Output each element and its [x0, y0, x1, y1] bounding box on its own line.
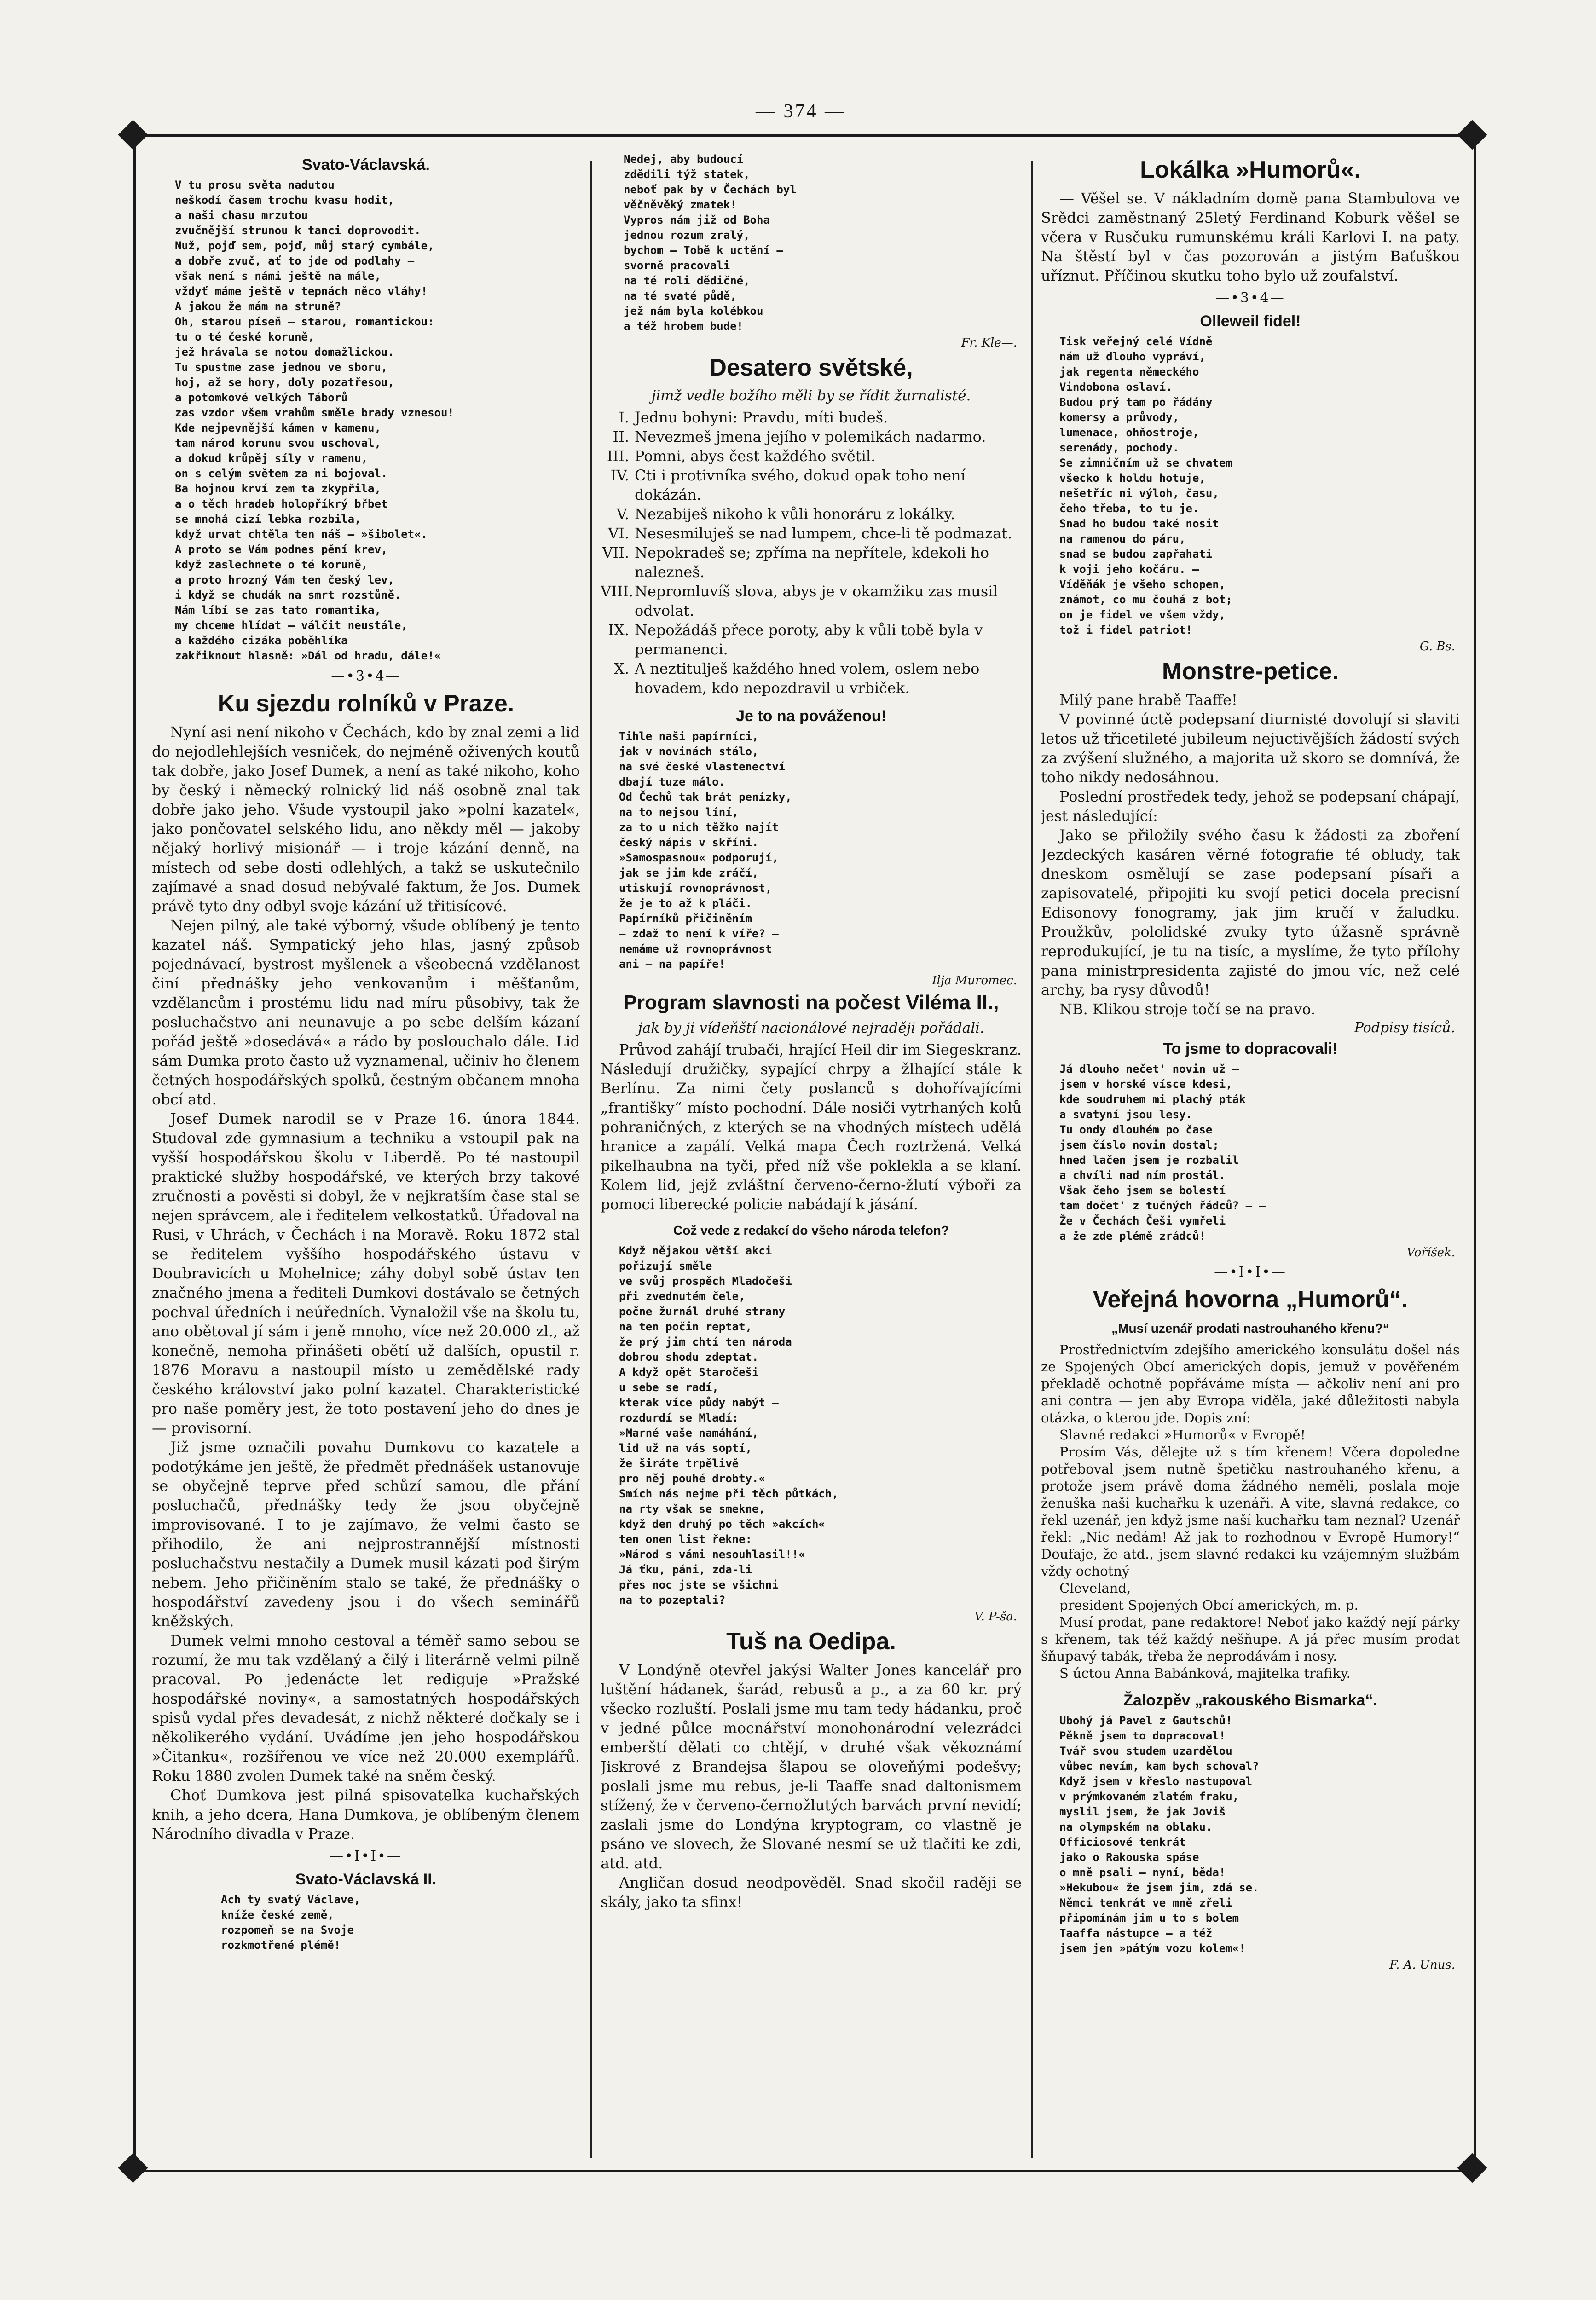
poem-line: zakřiknout hlasně: »Dál od hradu, dále!« — [175, 649, 441, 662]
ornament: —•3•4— — [1215, 290, 1285, 306]
poem-line: ten onen list řekne: — [619, 1533, 752, 1546]
article-body — [601, 1660, 1022, 1912]
column-divider — [590, 161, 592, 2158]
paragraph: Musí prodat, pane redaktore! Neboť jako každý nejí párky s křenem, tak též každý nešňupe. A já přec musím prodat šňupavý tabák, třeba že neprodávám i nosy. — [1041, 1614, 1460, 1664]
poem-line: Já ťku, páni, zda-li — [619, 1563, 752, 1576]
poem-line: jak regenta německého — [1059, 365, 1199, 378]
poem-line: Budou prý tam po řádány — [1059, 396, 1213, 409]
poem-line: a též hrobem bude! — [624, 320, 744, 333]
column-3 — [1041, 152, 1460, 2154]
poem-line: Tisk veřejný celé Vídně — [1059, 335, 1213, 348]
poem-line: na té roli dědičné, — [624, 274, 750, 287]
poem-line: Kde nejpevnější kámen v kamenu, — [175, 422, 381, 434]
poem-line: zvučnější strunou k tanci doprovodit. — [175, 224, 421, 237]
poem-line: Nuž, pojď sem, pojď, můj starý cymbále, — [175, 239, 434, 252]
poem-line: rozpomeň se na Svoje — [221, 1924, 354, 1936]
decalogue-item — [601, 620, 1022, 659]
paragraph: Již jsme označili povahu Dumkovu co kazatele a podotýkáme jen ještě, že předmět přednášek ustanovuje se obyčejně teprve před schůzí samou, dle přání posluchačů, přednášky tedy že jsou obyčejně improvisované. I to je zajímavo, že velmi často se přihodilo, že ani nejprostrannější místnosti posluchačstvu nestačily a Dumek musil kázati pod širým nebem. Jeho přičiněním stalo se také, že přednášky o hospodářství zavedeny jsou i do všech seminářů kněžských. — [152, 1439, 580, 1630]
poem-line: Se zimničním už se chvatem — [1059, 457, 1232, 469]
paragraph: NB. Klikou stroje točí se na pravo. — [1059, 1000, 1316, 1018]
decalogue-item — [601, 543, 1022, 582]
poem-line: hoj, až se hory, doly pozatřesou, — [175, 376, 394, 389]
signature: V. P-ša. — [974, 1610, 1017, 1624]
poem-line: neškodí časem trochu kvasu hodit, — [175, 194, 394, 207]
poem-line: Že v Čechách Češi vymřeli — [1059, 1214, 1226, 1227]
item-number: III. — [607, 447, 629, 465]
poem-line: hned lačen jsem je rozbalil — [1059, 1154, 1239, 1167]
poem-body — [221, 1892, 580, 1953]
poem-line: přes noc jste se všichni — [619, 1578, 779, 1591]
poem-title: Svato-Václavská. — [302, 156, 430, 173]
poem-line: věčněvěký zmatek! — [624, 198, 737, 211]
poem-line: pořizují směle — [619, 1260, 712, 1272]
poem-line: kterak více půdy nabýt — — [619, 1396, 779, 1409]
poem-body — [1059, 1062, 1460, 1244]
poem-line: Tvář svou studem uzardělou — [1059, 1745, 1232, 1757]
item-number: VII. — [602, 544, 629, 561]
item-number: V. — [616, 505, 629, 523]
paragraph: Slavné redakci »Humorů« v Evropě! — [1059, 1427, 1306, 1443]
poem-line: Papírníků přičiněním — [619, 912, 752, 925]
poem-line: svorně pracovali — [624, 259, 730, 272]
poem-line: rozkmotřené plémě! — [221, 1939, 341, 1952]
article-body — [1041, 189, 1460, 285]
poem-line: Vindobona oslaví. — [1059, 381, 1173, 393]
poem-line: počne žurnál druhé strany — [619, 1305, 786, 1318]
poem-line: kde soudruhem mi plachý pták — [1059, 1093, 1246, 1106]
poem-line: »Samospasnou« podporují, — [619, 851, 779, 864]
paragraph: Poslední prostředek tedy, jehož se podepsaní chápají, jest následující: — [1041, 788, 1460, 825]
item-text: Nevezmeš jmena jejího v polemikách nadarmo. — [635, 428, 986, 445]
poem-line: na ten počin reptat, — [619, 1320, 752, 1333]
poem-line: když den druhý po těch »akcích« — [619, 1518, 825, 1531]
poem-line: na to nejsou líní, — [619, 806, 739, 819]
paragraph: Průvod zahájí trubači, hrající Heil dir im Siegeskranz. Následují družičky, sypající chrpy a žlhající stále k Berlínu. Za nimi čety poslanců s dohořívajícími „františky“ místo pochodní. Dále nosiči vytrhaných kolů pohraničných, z kterých se na vhodných místech udělá hranice a zapálí. Velká mapa Čech roztržená. Velká pikelhaubna na tyči, před níž vše poklekla a se klaní. Kolem lid, jejž zvláštní červeno-černo-žlutí výboři za pomoci liberecké policie nabádají k jásání. — [601, 1041, 1022, 1213]
poem-line: tož i fidel patriot! — [1059, 624, 1192, 636]
poem-line: i když se chudák na smrt rozstůně. — [175, 589, 401, 601]
poem-line: připomínám jim u to s bolem — [1059, 1912, 1239, 1924]
poem-line: a potomkové velkých Táborů — [175, 391, 348, 404]
poem-line: lumenace, ohňostroje, — [1059, 426, 1199, 439]
poem-line: a každého cizáka poběhlíka — [175, 634, 348, 647]
paragraph: president Spojených Obcí amerických, m. p. — [1059, 1597, 1359, 1613]
program-subtitle: jak by ji vídeňští nacionálové nejraději pořádali. — [638, 1020, 984, 1036]
poem-line: dbají tuze málo. — [619, 775, 726, 788]
poem-body — [1059, 334, 1460, 638]
poem-line: na to pozeptali? — [619, 1594, 726, 1607]
article-body — [1041, 1341, 1460, 1682]
signature: Fr. Kle—. — [961, 336, 1017, 350]
poem-title: Svato-Václavská II. — [295, 1871, 437, 1888]
poem-line: »Národ s vámi nesouhlasil!!« — [619, 1548, 805, 1561]
ornament: —•3•4— — [331, 668, 401, 684]
article-title: Tuš na Oedipa. — [726, 1628, 896, 1655]
decalogue-list — [601, 408, 1022, 698]
poem-line: myslil jsem, že jak Joviš — [1059, 1805, 1226, 1818]
poem-line: rozdurdí se Mladí: — [619, 1411, 739, 1424]
poem-line: jež hrávala se notou domažlickou. — [175, 346, 394, 358]
poem-line: jednou rozum zralý, — [624, 229, 750, 242]
poem-line: že širáte trpělivě — [619, 1457, 739, 1470]
poem-line: V tu prosu světa nadutou — [175, 179, 335, 191]
item-text: Nepromluvíš slova, abys je v okamžiku zas musil odvolat. — [635, 583, 998, 619]
poem-line: pro něj pouhé drobty.« — [619, 1472, 765, 1485]
poem-line: nemáme už rovnoprávnost — [619, 942, 772, 955]
ornament: —•I•I•— — [1214, 1264, 1287, 1280]
paragraph: S úctou Anna Babánková, majitelka trafiky. — [1059, 1665, 1351, 1681]
poem-line: jsem číslo novin dostal; — [1059, 1138, 1219, 1151]
poem-line: Já dlouho nečet' novin už — — [1059, 1063, 1239, 1075]
poem-line: neboť pak by v Čechách byl — [624, 183, 797, 196]
poem-line: ve svůj prospěch Mladočeši — [619, 1275, 792, 1288]
decalogue-item — [601, 427, 1022, 446]
decalogue-item — [601, 466, 1022, 504]
poem-title: Olleweil fidel! — [1200, 312, 1301, 330]
item-number: I. — [619, 409, 629, 426]
poem-line: na své české vlastenectví — [619, 760, 786, 773]
item-text: Jednu bohyni: Pravdu, míti budeš. — [635, 409, 888, 426]
poem-line: bychom — Tobě k uctění — — [624, 244, 783, 257]
signature: Podpisy tisíců. — [1354, 1020, 1455, 1036]
poem-body — [619, 1243, 1022, 1608]
poem-line: na té svaté půdě, — [624, 289, 737, 302]
poem-line: on s celým světem za ni bojoval. — [175, 467, 388, 480]
article-body — [1041, 690, 1460, 1019]
poem-line: Tu ondy dlouhém po čase — [1059, 1123, 1213, 1136]
decalogue-item — [601, 408, 1022, 427]
poem-line: známot, co mu čouhá z bot; — [1059, 593, 1232, 606]
poem-line: a dokud krůpěj síly v ramenu, — [175, 452, 368, 465]
item-text: Nesesmiluješ se nad lumpem, chce-li tě podmazat. — [635, 525, 1012, 542]
poem-line: a o těch hradeb holopříkrý břbet — [175, 497, 388, 510]
poem-continuation — [624, 152, 1022, 334]
decalogue-item — [601, 504, 1022, 524]
poem-line: k voji jeho kočáru. — — [1059, 563, 1199, 576]
item-number: IV. — [610, 467, 629, 484]
poem-line: jak v novinách stálo, — [619, 745, 759, 758]
signature: Ilja Muromec. — [932, 974, 1017, 988]
poem-line: Ubohý já Pavel z Gautschů! — [1059, 1714, 1232, 1727]
paragraph: Prostřednictvím zdejšího amerického konsulátu došel nás ze Spojených Obcí amerických dopis, jemuž v pověřeném překladě ochotně popřáváme místa — ačkoliv není ani pro ani contra — jen aby Evropa viděla, jaké důležitosti nabyla otázka, o kterou jde. Dopis zní: — [1041, 1342, 1460, 1426]
decalogue-title: Desatero světské, — [709, 354, 913, 381]
poem-line: Ach ty svatý Václave, — [221, 1893, 361, 1906]
program-body — [601, 1040, 1022, 1214]
poem-line: my chceme hlídat — válčit neustále, — [175, 619, 408, 632]
poem-line: český nápis v skříni. — [619, 836, 759, 849]
item-text: Cti i protivníka svého, dokud opak toho není dokázán. — [635, 467, 966, 503]
item-text: Nepokradeš se; zpříma na nepřítele, kdekoli ho nalezneš. — [635, 544, 989, 581]
paragraph: — Věšel se. V nákladním domě pana Stambulova ve Srědci zaměstnaný 25letý Ferdinand Koburk věšel se včera v Rusčuku rumunskému králi Karlovi I. na paty. Na štěstí byl v čas pozorován a jistým Baťuškou uříznut. Příčinou skutku toho bylo už zoufalství. — [1041, 190, 1460, 284]
poem-line: utiskují rovnoprávnost, — [619, 882, 772, 895]
poem-line: jak se jim kde zráčí, — [619, 867, 759, 879]
item-number: X. — [614, 660, 629, 677]
paragraph: Choť Dumkova jest pilná spisovatelka kuchařských knih, a jeho dcera, Hana Dumkova, je oblíbeným členem Národního divadla v Praze. — [152, 1786, 580, 1843]
poem-line: Smích nás nejme při těch půtkách, — [619, 1487, 838, 1500]
item-number: IX. — [608, 621, 629, 639]
poem-line: tam dočet' z tučných řádců? — — — [1059, 1199, 1266, 1212]
poem-line: A jakou že mám na struně? — [175, 300, 341, 313]
poem-title: Žalozpěv „rakouského Bismarka“. — [1123, 1692, 1377, 1709]
article-subtitle: „Musí uzenář prodati nastrouhaného křenu?“ — [1111, 1321, 1389, 1335]
program-title: Program slavnosti na počest Viléma II., — [623, 991, 999, 1014]
poem-line: a že zde plémě zrádců! — [1059, 1230, 1206, 1242]
poem-title: Je to na pováženou! — [736, 707, 886, 725]
poem-line: však není s námi ještě na mále, — [175, 270, 381, 283]
paragraph: Prosím Vás, dělejte už s tím křenem! Včera dopoledne potřeboval jsem nutně špetičku nastrouhaného křenu, a protože jsem právě doma žádného neměli, poslala moje ženuška naši kuchařku k uzenáři. A vite, slavná redakce, co řekl uzenář, jen když jsme naší kuchařku tam neznal? Uzenář řekl: „Nic nedám! Až jak to rozhodnou v Evropě Humory!“ Doufaje, že atd., jsem slavné redakci ku vzájemným službám vždy ochotný — [1041, 1444, 1460, 1579]
poem-body — [1059, 1713, 1460, 1956]
poem-line: Ba hojnou krví zem ta zkypřila, — [175, 482, 381, 495]
column-2 — [601, 152, 1022, 2154]
decalogue-item — [601, 659, 1022, 698]
poem-line: serenády, pochody. — [1059, 441, 1180, 454]
poem-line: a dobře zvuč, ať to jde od podlahy — — [175, 254, 415, 267]
poem-line: Pěkně jsem to dopracoval! — [1059, 1729, 1226, 1742]
item-text: Nepožádáš přece poroty, aby k vůli tobě byla v permanenci. — [635, 621, 983, 658]
poem-line: všecko k holdu hotuje, — [1059, 472, 1206, 485]
poem-line: na ramenou do páru, — [1059, 532, 1186, 545]
article-title: Lokálka »Humorů«. — [1140, 156, 1361, 183]
ornament: —•I•I•— — [330, 1848, 402, 1864]
poem-title: Což vede z redakcí do všeho národa telefon? — [673, 1223, 949, 1237]
poem-body — [619, 729, 1022, 972]
poem-line: nám už dlouho vypráví, — [1059, 350, 1206, 363]
poem-body — [175, 178, 580, 664]
paragraph: Nyní asi není nikoho v Čechách, kdo by znal zemi a lid do nejodlehlejších vesniček, do nejméně oživených koutů tak dobře, jako Josef Dumek, a není as také nikoho, koho by český i německý rolnický lid náš osobně znal tak dobře jako jeho. Všude vystoupil jako »polní kazatel«, jako pončovatel selského lidu, ano někdy měl — jakoby nějaký horlivý misionář — i troje kázání denně, na místech od sebe dosti odlehlých, a takž se uskutečnilo zajímavé a snad dosud nebývalé faktum, že Jos. Dumek právě tyto dny odbyl svoje kázání už třitisícové. — [152, 723, 580, 915]
poem-line: když urvat chtěla ten náš — »šibolet«. — [175, 528, 428, 541]
paragraph: Josef Dumek narodil se v Praze 16. února 1844. Studoval zde gymnasium a techniku a vstoupil pak na vyšší hospodářskou školu v Liberdě. Po té nastoupil praktické služby hospodářské, ve kterých brzy takové zručnosti a pověsti si dobyl, že v nejkratším čase stal se nejen správcem, ale i ředitelem velkostatků. Úřadoval na Rusi, v Uhrách, v Čechách i na Moravě. Roku 1872 stal se ředitelem vyššího hospodářského ústavu v Doubravicích u Mohelnice; záhy dobyl sobě ústav ten značného jmena a řediteli Dumkovi dostávalo se četných pochval úředních i neúředních. Vynaložil vše na školu tu, ano obětoval jí sám i jeně mnoho, více než 20.000 zl., až konečně, nemoha přinášeti obětí už dalších, opustil r. 1876 Moravu a nastoupil místo u zemědělské rady českého království jako polní kazatel. Charakteristické pro naše poměry jest, že toto postavení jeho do dnes je — provisorní. — [152, 1110, 580, 1437]
poem-title: To jsme to dopracovali! — [1163, 1040, 1338, 1058]
page-number: — 374 — — [756, 101, 846, 122]
paragraph: Angličan dosud neodpověděl. Snad skočil raději se skály, jako ta sfinx! — [601, 1874, 1022, 1911]
poem-line: Tu spustme zase jednou ve sboru, — [175, 361, 388, 374]
poem-line: Však čeho jsem se bolestí — [1059, 1184, 1226, 1197]
poem-line: Officiosové tenkrát — [1059, 1836, 1186, 1849]
paragraph: Dumek velmi mnoho cestoval a téměř samo sebou se rozumí, že mu tak vzdělaný a čilý i literárně velmi pilně pracoval. Po jedenácte let rediguje »Pražské hospodářské noviny«, a samostatných hospodářských spisů vydal přes devadesát, z nichž některé dočkaly se i několikerého vydání. Uvádíme jen jeho hospodářskou »Čitanku«, rozšířenou ve více než 20.000 exemplářů. Roku 1880 zvolen Dumek také na sněm český. — [152, 1632, 580, 1785]
paragraph: Nejen pilný, ale také výborný, všude oblíbený je tento kazatel náš. Sympatický jeho hlas, jasný způsob pojednávací, bystrost myšlenek a všeobecná vzdělanost činí přednášky jeho venkovanům i měšťanům, vzdělancům i prostému lidu nad míru působivy, tak že posluchačstvo ani neunavuje a po sebe delším kázaní pořád ještě »dosedává« a rádo by poslouchalo dále. Lid sám Dumka proto často už vyznamenal, učiniv ho členem četných hospodářských spolků, čestným občanem mnoha obcí atd. — [152, 917, 580, 1108]
poem-line: Taaffa nástupce — a též — [1059, 1927, 1213, 1940]
poem-line: vůbec nevím, kam bych schoval? — [1059, 1760, 1259, 1773]
poem-line: vždyť máme ještě v tepnách něco vláhy! — [175, 285, 428, 298]
poem-line: Když nějakou větší akci — [619, 1244, 772, 1257]
poem-line: A když opět Staročeši — [619, 1366, 759, 1379]
poem-line: on je fidel ve všem vždy, — [1059, 608, 1226, 621]
poem-line: že je to až k pláči. — [619, 897, 752, 910]
poem-line: dobrou shodu zdeptat. — [619, 1351, 759, 1364]
poem-line: Když jsem v křeslo nastupoval — [1059, 1775, 1253, 1788]
poem-line: ani — na papíře! — [619, 958, 726, 971]
decalogue-item — [601, 446, 1022, 466]
article-title: Ku sjezdu rolníků v Praze. — [217, 690, 515, 717]
poem-line: a naši chasu mrzutou — [175, 209, 308, 222]
poem-line: za to u nich těžko najít — [619, 821, 779, 834]
poem-line: nešetříc ni výloh, času, — [1059, 487, 1219, 500]
poem-line: a chvíli nad ním prostál. — [1059, 1169, 1226, 1182]
poem-line: na rty však se smekne, — [619, 1503, 765, 1515]
poem-line: Snad ho budou také nosit — [1059, 517, 1219, 530]
item-number: VIII. — [601, 583, 634, 600]
poem-line: v prýmkovaném zlatém fraku, — [1059, 1790, 1239, 1803]
poem-line: snad se budou zapřahati — [1059, 548, 1213, 561]
article-body — [152, 722, 580, 1843]
signature: F. A. Unus. — [1389, 1958, 1455, 1972]
poem-line: Nám líbí se zas tato romantika, — [175, 604, 381, 617]
poem-line: Vypros nám již od Boha — [624, 214, 770, 226]
poem-line: — zdaž to není k víře? — — [619, 927, 779, 940]
poem-line: zdědili týž statek, — [624, 168, 750, 181]
poem-line: komersy a průvody, — [1059, 411, 1180, 424]
poem-line: Nedej, aby budoucí — [624, 153, 744, 166]
poem-line: když zaslechnete o té koruně, — [175, 558, 368, 571]
poem-line: o mně psali — nyní, běda! — [1059, 1866, 1226, 1879]
item-number: VI. — [608, 525, 629, 542]
poem-line: čeho třeba, to tu je. — [1059, 502, 1199, 515]
decalogue-item — [601, 524, 1022, 543]
poem-line: že prý jim chtí ten národa — [619, 1335, 792, 1348]
paragraph: Cleveland, — [1059, 1580, 1131, 1596]
item-text: Nezabiješ nikoho k vůli honoráru z lokálky. — [635, 505, 955, 523]
paragraph: V povinné úctě podepsaní diurnisté dovolují si slaviti letos už třicetileté jubileum nejuctivějších žádostí svých za zvýšení služného, a majorita už skoro se domnívá, že toho nikdy nedosáhnou. — [1041, 711, 1460, 786]
poem-line: při zvednutém čele, — [619, 1290, 746, 1303]
poem-line: u sebe se radí, — [619, 1381, 719, 1394]
article-title: Veřejná hovorna „Humorů“. — [1093, 1286, 1408, 1313]
paragraph: Milý pane hrabě Taaffe! — [1059, 691, 1237, 709]
poem-line: A proto se Vám podnes pění krev, — [175, 543, 388, 556]
item-number: II. — [613, 428, 629, 445]
poem-line: Víděňák je všeho schopen, — [1059, 578, 1226, 591]
poem-line: se mnohá cizí lebka rozbila, — [175, 513, 361, 526]
poem-line: Od Čechů tak brát penízky, — [619, 791, 792, 803]
column-divider — [1031, 161, 1033, 2158]
poem-line: Němci tenkrát ve mně zřeli — [1059, 1896, 1232, 1909]
poem-line: jež nám byla kolébkou — [624, 305, 763, 318]
poem-line: »Hekubou« že jsem jim, zdá se. — [1059, 1881, 1259, 1894]
poem-line: na olympském na oblaku. — [1059, 1820, 1213, 1833]
poem-line: jako o Rakouska spáse — [1059, 1851, 1199, 1864]
poem-line: lid už na vás soptí, — [619, 1442, 752, 1455]
poem-line: »Marné vaše namáhání, — [619, 1427, 759, 1439]
paragraph: Jako se přiložily svého času k žádosti za zboření Jezdeckých kasáren věrné fotografie té obludy, tak dneskom osmělují se zase podepsaní písaři a zapisovatelé, připojiti ku svojí petici docela precisní Edisonovy fonogramy, jak jim kručí v žaludku. Proužkův, pololidské zvuky tyto úžasně správně reprodukující, je tu na tisíc, a myslíme, že tyto přílohy pana ministrpresidenta zajisté do jmou víc, než celé archy, ba rysy důvodů! — [1041, 826, 1460, 999]
poem-line: jsem jen »pátým vozu kolem«! — [1059, 1942, 1246, 1955]
poem-line: Tihle naši papírníci, — [619, 730, 759, 743]
item-text: A neztitulješ každého hned volem, oslem nebo hovadem, kdo nepozdravil u vrbiček. — [635, 660, 980, 697]
column-1 — [152, 152, 580, 2154]
poem-line: tam národ korunu svou uschoval, — [175, 437, 381, 450]
item-text: Pomni, abys čest každého světil. — [635, 447, 876, 465]
poem-line: jsem v horské vísce kdesi, — [1059, 1078, 1232, 1091]
signature: G. Bs. — [1419, 640, 1455, 653]
decalogue-subtitle: jimž vedle božího měli by se řídit žurnalisté. — [651, 387, 971, 404]
paragraph: V Londýně otevřel jakýsi Walter Jones kancelář pro luštění hádanek, šarád, rebusů a p., a za 60 kr. prý všecko rozluští. Poslali jsme mu tam tedy hádanku, proč v jedné půlce mocnářství monohonárodní velezrádci emberští dělati co chtějí, v druhé však věkoznámí Jiskrové z Brandejsa šlapou se oloveňými podešvy; poslali jsme mu rebus, je-li Taaffe snad daltonismem stížený, že v červeno-černožlutých barvách první nevidí; zaslali jsme do Londýna kryptogram, co vlastně je psáno ve slovech, že Slované nesmí se už tlačiti ke zdi, atd. atd. — [601, 1661, 1022, 1872]
poem-line: a proto hrozný Vám ten český lev, — [175, 573, 394, 586]
decalogue-item — [601, 582, 1022, 620]
poem-line: Oh, starou píseň — starou, romantickou: — [175, 315, 434, 328]
poem-line: kníže české země, — [221, 1908, 334, 1921]
article-title: Monstre-petice. — [1162, 658, 1339, 685]
poem-line: a svatyní jsou lesy. — [1059, 1108, 1192, 1121]
signature: Voříšek. — [1406, 1246, 1455, 1260]
poem-line: zas vzdor všem vrahům směle brady vznesou! — [175, 406, 454, 419]
poem-line: tu o té české koruně, — [175, 330, 315, 343]
